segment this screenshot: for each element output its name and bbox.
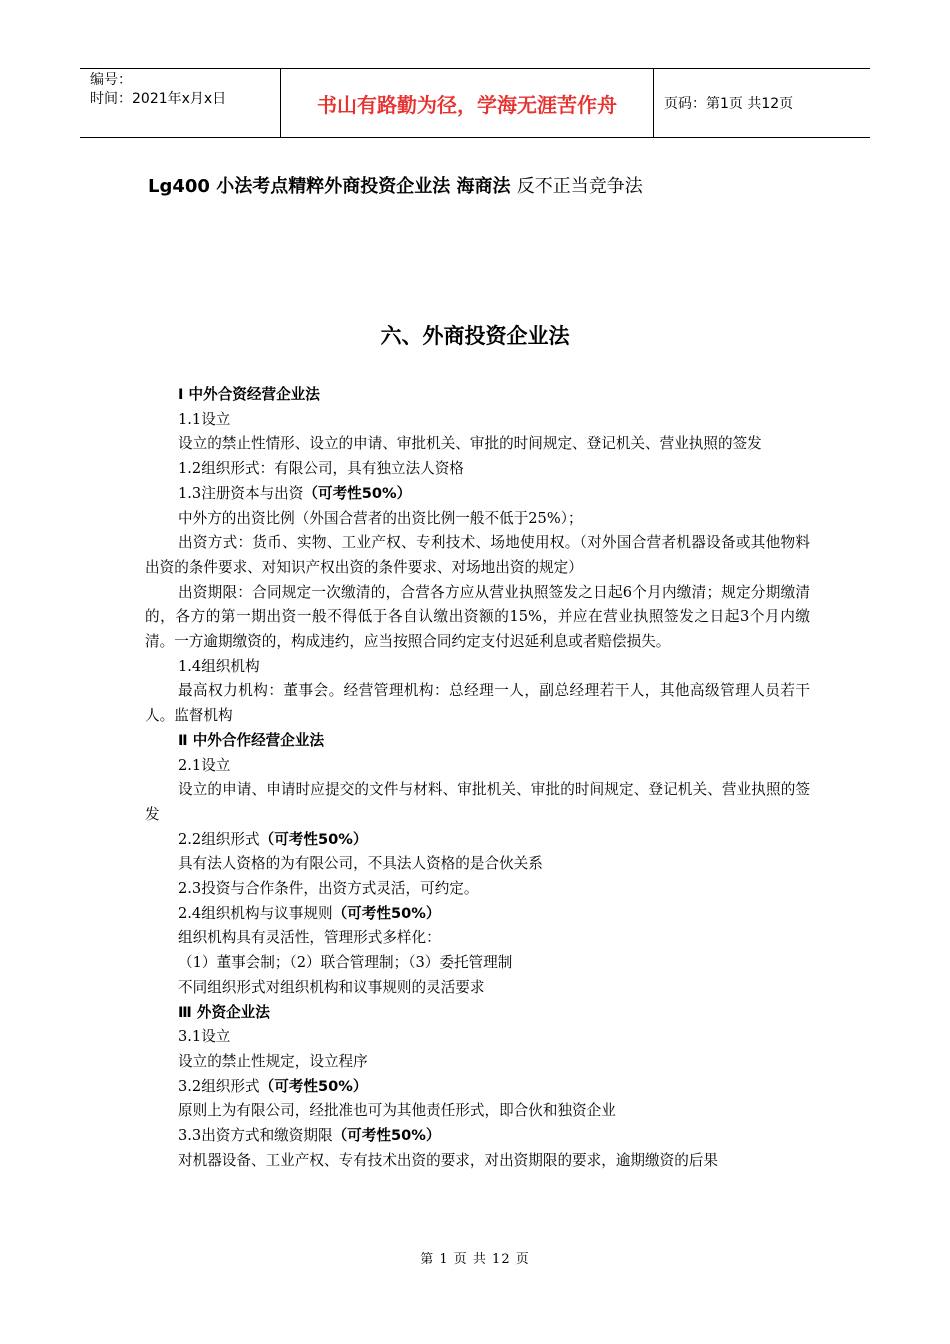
document-title (148, 172, 643, 198)
item-heading (145, 828, 810, 853)
item-text: 3.2组织形式 (178, 1077, 260, 1095)
number-label: 编号： (90, 72, 132, 88)
paragraph: 出资方式：货币、实物、工业产权、专利技术、场地使用权。（对外国合营者机器设备或其他物料出资的条件要求、对知识产权出资的条件要求、对场地出资的规定） (145, 534, 810, 576)
header-table (80, 68, 870, 138)
item-heading (145, 902, 810, 927)
subsection-heading: Ⅱ 中外合作经营企业法 (178, 731, 325, 749)
section-heading: 六、外商投资企业法 (380, 324, 570, 348)
item-heading: 1.1设立 (178, 410, 231, 428)
item-heading (145, 1124, 810, 1149)
paragraph: 设立的禁止性情形、设立的申请、审批机关、审批的时间规定、登记机关、营业执照的签发 (178, 435, 762, 453)
title-bold: Lg400 小法考点精粹外商投资企业法 海商法 (148, 176, 517, 197)
motto-cell (281, 69, 654, 137)
paragraph: 不同组织形式对组织机构和议事规则的灵活要求 (178, 978, 485, 996)
paragraph: 出资期限：合同规定一次缴清的，合营各方应从营业执照签发之日起6个月内缴清；规定分期缴清的，各方的第一期出资一般不得低于各自认缴出资额的15%，并应在营业执照签发之日起3个月内缴清。一方逾期缴资的，构成违约，应当按照合同约定支付迟延利息或者赔偿损失。 (145, 583, 810, 651)
probability-note: （可考性50%） (332, 1127, 441, 1145)
subsection-heading: Ⅰ 中外合资经营企业法 (178, 386, 320, 403)
date-label: 时间：2021年x月x日 (90, 91, 227, 107)
probability-note: （可考性50%） (303, 484, 412, 502)
page-info: 页码：第1页 共12页 (664, 96, 794, 112)
item-heading: 3.1设立 (178, 1028, 231, 1046)
paragraph: 设立的申请、申请时应提交的文件与材料、审批机关、审批的时间规定、登记机关、营业执照的签发 (145, 781, 810, 823)
subsection-heading: Ⅲ 外资企业法 (178, 1003, 270, 1021)
paragraph: 设立的禁止性规定，设立程序 (178, 1052, 368, 1070)
paragraph: 具有法人资格的为有限公司，不具法人资格的是合伙关系 (178, 855, 543, 873)
paragraph: 对机器设备、工业产权、专有技术出资的要求，对出资期限的要求，逾期缴资的后果 (178, 1151, 718, 1169)
page-info-cell (654, 69, 870, 137)
content-body (145, 383, 810, 1174)
motto: 书山有路勤为径，学海无涯苦作舟 (317, 92, 617, 117)
item-text: 2.4组织机构与议事规则 (178, 904, 333, 922)
item-text: 1.3注册资本与出资 (178, 484, 304, 502)
paragraph: 原则上为有限公司，经批准也可为其他责任形式，即合伙和独资企业 (178, 1102, 616, 1120)
paragraph: 最高权力机构：董事会。经营管理机构：总经理一人，副总经理若干人，其他高级管理人员若干人。监督机构 (145, 682, 810, 725)
item-heading: 2.1设立 (178, 756, 231, 774)
item-heading: 1.2组织形式：有限公司，具有独立法人资格 (178, 460, 464, 478)
title-light: 反不正当竞争法 (516, 176, 643, 197)
item-text: 3.3出资方式和缴资期限 (178, 1127, 333, 1145)
probability-note: （可考性50%） (259, 830, 368, 848)
item-heading: 2.3投资与合作条件，出资方式灵活，可约定。 (178, 880, 479, 898)
page-footer: 第 1 页 共 12 页 (420, 1252, 530, 1267)
probability-note: （可考性50%） (332, 904, 441, 922)
item-heading (145, 482, 810, 507)
item-text: 2.2组织形式 (178, 830, 260, 848)
probability-note: （可考性50%） (259, 1077, 368, 1095)
header-meta-cell (80, 69, 281, 137)
paragraph: （1）董事会制；（2）联合管理制；（3）委托管理制 (178, 954, 513, 972)
paragraph: 中外方的出资比例（外国合营者的出资比例一般不低于25%）； (178, 509, 583, 527)
item-heading (145, 1075, 810, 1100)
item-heading: 1.4组织机构 (178, 657, 260, 675)
paragraph: 组织机构具有灵活性，管理形式多样化： (178, 929, 441, 947)
